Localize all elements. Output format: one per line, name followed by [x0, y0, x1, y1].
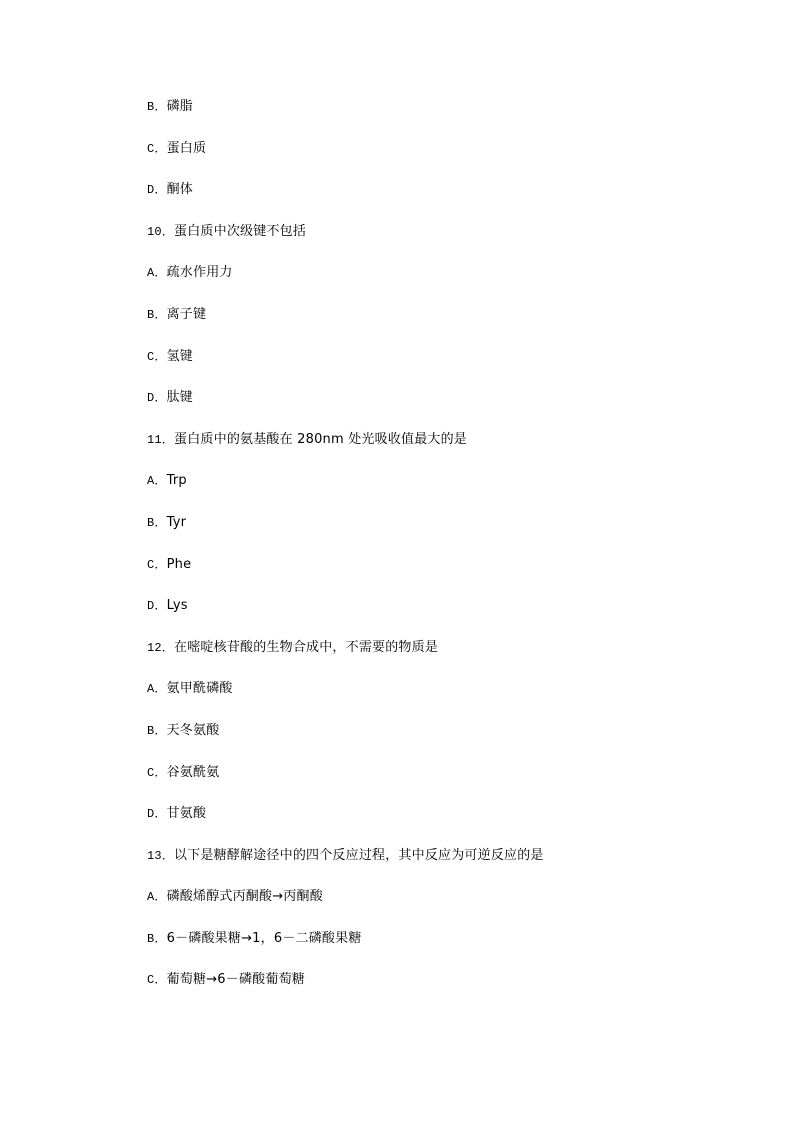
option-text: 磷脂 [166, 99, 194, 114]
question-12 [147, 640, 667, 682]
option-text: 氢键 [166, 348, 194, 364]
option-text: 酮体 [166, 182, 194, 198]
option-label: C． [147, 765, 167, 780]
question-10 [147, 224, 667, 266]
option-label: B． [147, 100, 167, 114]
option-text: 蛋白质 [166, 140, 207, 156]
q11-option-b [147, 515, 667, 557]
question-text: 蛋白质中的氨基酸在 280nm 处光吸收值最大的是 [174, 431, 467, 447]
q12-option-b [147, 723, 667, 765]
q13-option-b [147, 931, 667, 973]
question-number: 13． [147, 848, 175, 863]
option-label: C． [147, 141, 167, 156]
option-label: A． [147, 474, 167, 489]
option-label: C． [147, 973, 167, 988]
q10-option-b [147, 307, 667, 349]
option-text: 氨甲酰磷酸 [166, 681, 233, 697]
option-text: Phe [166, 556, 192, 572]
option-label: B． [147, 931, 167, 946]
option-text: 6－磷酸果糖→1，6－二磷酸果糖 [166, 930, 362, 946]
document-content [147, 99, 667, 1014]
option-label: A． [147, 266, 167, 281]
option-c-protein [147, 141, 667, 183]
option-label: D． [147, 807, 167, 822]
q13-option-c [147, 972, 667, 1014]
option-text: 葡萄糖→6－磷酸葡萄糖 [166, 972, 305, 988]
option-label: D． [147, 391, 167, 406]
option-label: C． [147, 349, 167, 364]
q12-option-a [147, 681, 667, 723]
option-text: 磷酸烯醇式丙酮酸→丙酮酸 [166, 889, 323, 905]
question-text: 在嘧啶核苷酸的生物合成中，不需要的物质是 [174, 639, 439, 655]
question-number: 10． [147, 224, 175, 239]
question-number: 11． [147, 432, 175, 447]
option-text: 疏水作用力 [166, 265, 233, 281]
option-text: 离子键 [166, 306, 207, 322]
question-text: 以下是糖酵解途径中的四个反应过程，其中反应为可逆反应的是 [174, 847, 544, 863]
q12-option-c [147, 765, 667, 807]
option-text: 谷氨酰氨 [166, 764, 220, 780]
option-text: Lys [166, 598, 188, 614]
option-text: Tyr [166, 514, 187, 530]
option-label: C． [147, 557, 167, 572]
question-13 [147, 848, 667, 890]
question-text: 蛋白质中次级键不包括 [174, 223, 307, 239]
option-label: D． [147, 599, 167, 614]
q13-option-a [147, 889, 667, 931]
option-label: A． [147, 890, 167, 905]
option-b-phospholipid [147, 99, 667, 141]
option-label: A． [147, 682, 167, 697]
option-text: 肽键 [166, 390, 194, 406]
q12-option-d [147, 806, 667, 848]
option-label: B． [147, 307, 167, 322]
option-text: 甘氨酸 [166, 806, 207, 822]
option-d-ketone-body [147, 182, 667, 224]
q10-option-c [147, 349, 667, 391]
q10-option-a [147, 265, 667, 307]
question-number: 12． [147, 640, 175, 655]
q11-option-c [147, 557, 667, 599]
option-label: B． [147, 723, 167, 738]
q10-option-d [147, 390, 667, 432]
option-label: B． [147, 515, 167, 530]
question-11 [147, 432, 667, 474]
option-label: D． [147, 183, 167, 198]
q11-option-d [147, 598, 667, 640]
option-text: 天冬氨酸 [166, 722, 220, 738]
q11-option-a [147, 473, 667, 515]
option-text: Trp [166, 473, 187, 489]
